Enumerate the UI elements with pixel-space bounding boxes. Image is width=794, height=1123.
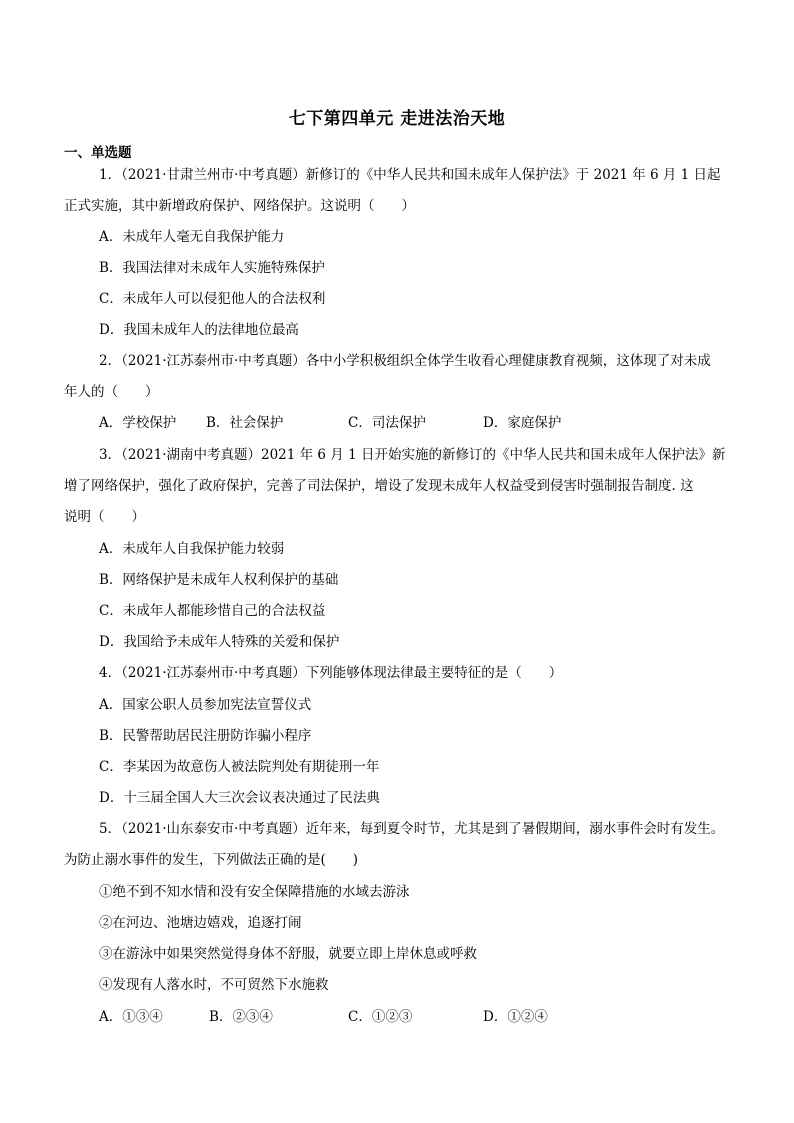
question-5-option-a: A．①③④ xyxy=(99,1009,163,1025)
question-5-statement-1: ①绝不到不知水情和没有安全保障措施的水域去游泳 xyxy=(99,884,410,900)
question-5-statement-2: ②在河边、池塘边嬉戏，追逐打闹 xyxy=(99,915,302,931)
question-3-text-line-1: 3．（2021·湖南中考真题）2021 年 6 月 1 日开始实施的新修订的《中华人民共和国未成年人保护法》新 xyxy=(99,447,726,463)
question-5-option-b: B．②③④ xyxy=(209,1009,273,1025)
question-1-option-d: D．我国未成年人的法律地位最高 xyxy=(99,322,299,338)
question-3-option-a: A．未成年人自我保护能力较弱 xyxy=(99,541,285,557)
question-3-option-c: C．未成年人都能珍惜自己的合法权益 xyxy=(99,603,326,619)
page-title: 七下第四单元 走进法治天地 xyxy=(288,109,506,129)
question-5-option-d: D．①②④ xyxy=(483,1009,548,1025)
question-3-option-b: B．网络保护是未成年人权利保护的基础 xyxy=(99,572,339,588)
question-5-statement-4: ④发现有人落水时，不可贸然下水施救 xyxy=(99,977,329,993)
question-5-statement-3: ③在游泳中如果突然觉得身体不舒服，就要立即上岸休息或呼救 xyxy=(99,946,477,962)
question-2-option-c: C．司法保护 xyxy=(348,415,426,431)
question-5-text-line-2: 为防止溺水事件的发生，下列做法正确的是( ) xyxy=(64,852,359,868)
question-2-option-d: D．家庭保护 xyxy=(483,415,562,431)
question-5-options xyxy=(99,1008,599,1026)
question-2-text-line-2: 年人的（ ） xyxy=(64,384,159,400)
question-2-options xyxy=(99,414,599,432)
section-heading: 一、单选题 xyxy=(64,145,132,161)
question-3-text-line-2: 增了网络保护，强化了政府保护，完善了司法保护，增设了发现未成年人权益受到侵害时强制报告制度. 这 xyxy=(64,478,694,494)
question-5-option-c: C．①②③ xyxy=(348,1009,413,1025)
question-1-option-a: A．未成年人毫无自我保护能力 xyxy=(99,229,285,245)
question-4-option-d: D．十三届全国人大三次会议表决通过了民法典 xyxy=(99,790,380,806)
question-1-text-line-2: 正式实施，其中新增政府保护、网络保护。这说明（ ） xyxy=(64,198,415,214)
question-4-option-b: B．民警帮助居民注册防诈骗小程序 xyxy=(99,728,312,744)
question-1-text-line-1: 1．（2021·甘肃兰州市·中考真题）新修订的《中华人民共和国未成年人保护法》于 2021 年 6 月 1 日起 xyxy=(99,167,721,183)
question-4-text-line-1: 4．（2021·江苏泰州市·中考真题）下列能够体现法律最主要特征的是（ ） xyxy=(99,665,563,681)
question-2-option-a: A．学校保护 xyxy=(99,415,177,431)
question-4-option-c: C．李某因为故意伤人被法院判处有期徒刑一年 xyxy=(99,759,380,775)
question-1-option-c: C．未成年人可以侵犯他人的合法权利 xyxy=(99,291,326,307)
question-4-option-a: A．国家公职人员参加宪法宣誓仪式 xyxy=(99,697,312,713)
question-5-text-line-1: 5．（2021·山东泰安市·中考真题）近年来，每到夏令时节，尤其是到了暑假期间，溺水事件会时有发生。 xyxy=(99,821,725,837)
question-1-option-b: B．我国法律对未成年人实施特殊保护 xyxy=(99,260,325,276)
question-2-text-line-1: 2．（2021·江苏泰州市·中考真题）各中小学积极组织全体学生收看心理健康教育视频，这体现了对未成 xyxy=(99,353,711,369)
question-3-option-d: D．我国给予未成年人特殊的关爱和保护 xyxy=(99,634,340,650)
question-2-option-b: B．社会保护 xyxy=(206,415,284,431)
question-3-text-line-3: 说明（ ） xyxy=(64,509,145,525)
